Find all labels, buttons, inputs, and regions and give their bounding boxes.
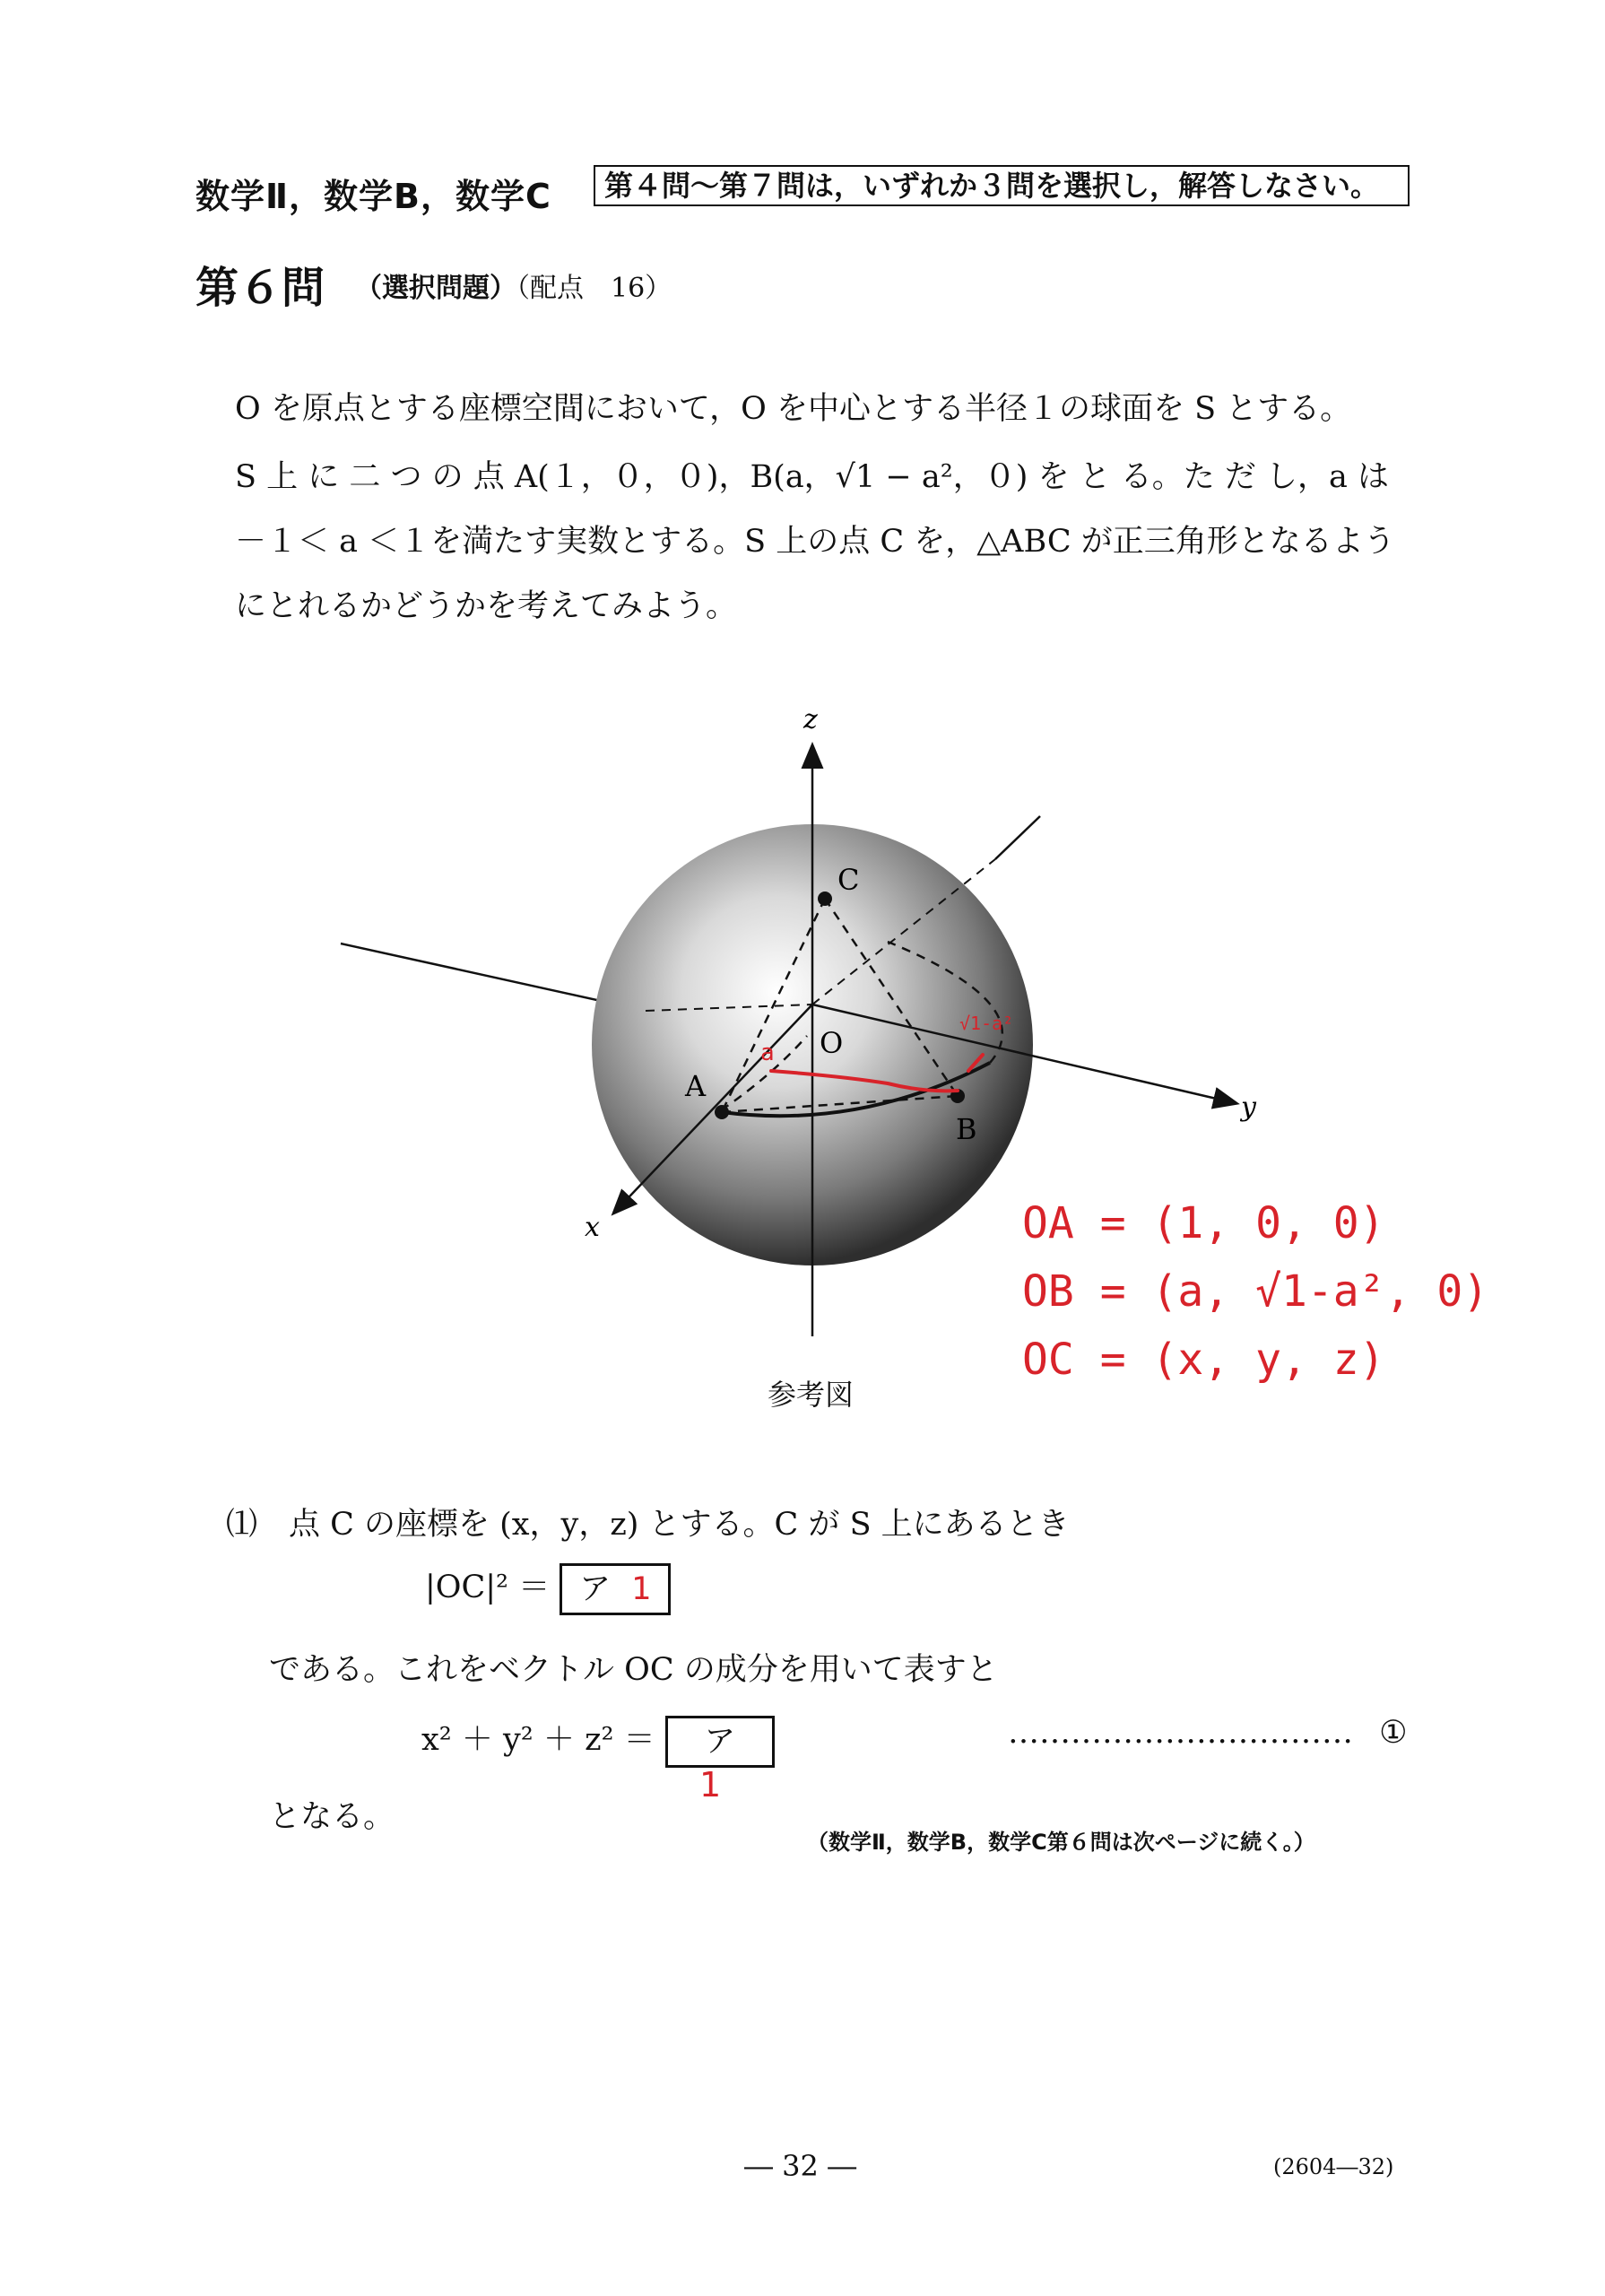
figure-caption: 参考図 <box>768 1378 855 1412</box>
label-axis-x: x <box>585 1212 600 1243</box>
eq2-lhs: x² ＋ y² ＋ z² ＝ <box>421 1722 655 1758</box>
intro-line-3: －１＜ a ＜１を満たす実数とする。S 上の点 C を，△ABC が正三角形となるよう <box>235 524 1395 560</box>
question-type: （選択問題） <box>355 273 516 304</box>
label-B: B <box>956 1112 977 1146</box>
part1-line-2: である。これをベクトル OC の成分を用いて表すと <box>269 1652 998 1688</box>
intro-line-4: にとれるかどうかを考えてみよう。 <box>235 588 738 624</box>
part1-lead: ⑴ 点 C の座標を (x，y，z) とする。C が S 上にあるとき <box>226 1507 1070 1543</box>
eq1-lhs: |OC|² ＝ <box>425 1570 551 1605</box>
label-O: O <box>820 1026 844 1060</box>
answer-box-handwritten: 1 <box>631 1570 652 1607</box>
y-axis-back-upper <box>995 816 1040 859</box>
hw-OB: OB = (a, √1-a², 0) <box>1022 1266 1489 1317</box>
part1-line-3: となる。 <box>269 1799 395 1835</box>
answer-box-2-label: ア <box>704 1723 736 1760</box>
hw-OC: OC = (x, y, z) <box>1022 1335 1385 1385</box>
continued-note: （数学Ⅱ，数学B，数学C第６問は次ページに続く。） <box>807 1830 1315 1855</box>
page-code: (2604―32) <box>1273 2154 1394 2179</box>
question-meta <box>355 265 672 305</box>
equation-OC-squared <box>425 1562 671 1615</box>
label-C: C <box>837 863 860 897</box>
point-A <box>715 1105 729 1119</box>
question-title: 第６問 <box>195 263 325 313</box>
answer-box-2-handwritten: 1 <box>699 1765 722 1805</box>
label-A: A <box>685 1069 707 1103</box>
subject-heading: 数学Ⅱ，数学B，数学C <box>195 177 551 216</box>
page-number: ― 32 ― <box>744 2149 857 2183</box>
hw-sqrt: √1-a² <box>959 1013 1014 1034</box>
intro-line-2: S 上 に 二 つ の 点 A(１，０，０)，B(a，√1 − a²，０) を と る。た だ し，a は <box>235 459 1390 495</box>
instruction-box: 第４問～第７問は，いずれか３問を選択し，解答しなさい。 <box>594 165 1410 206</box>
hw-a: a <box>760 1039 775 1066</box>
answer-box-a[interactable] <box>560 1563 671 1615</box>
question-points: （配点 16） <box>516 273 672 304</box>
intro-line-1: O を原点とする座標空間において，O を中心とする半径１の球面を S とする。 <box>235 391 1352 427</box>
point-C <box>818 891 832 906</box>
equation-leader-dots: …………………………… ① <box>1008 1715 1408 1751</box>
label-axis-y: y <box>1241 1091 1256 1123</box>
equation-xyz <box>421 1715 775 1768</box>
hw-OA: OA = (1, 0, 0) <box>1022 1198 1385 1248</box>
label-axis-z: z <box>803 704 818 735</box>
answer-box-a-2[interactable] <box>665 1716 775 1768</box>
answer-box-label: ア <box>579 1570 612 1607</box>
sphere-figure <box>305 704 1489 1385</box>
equation-number: ① <box>1379 1715 1408 1751</box>
